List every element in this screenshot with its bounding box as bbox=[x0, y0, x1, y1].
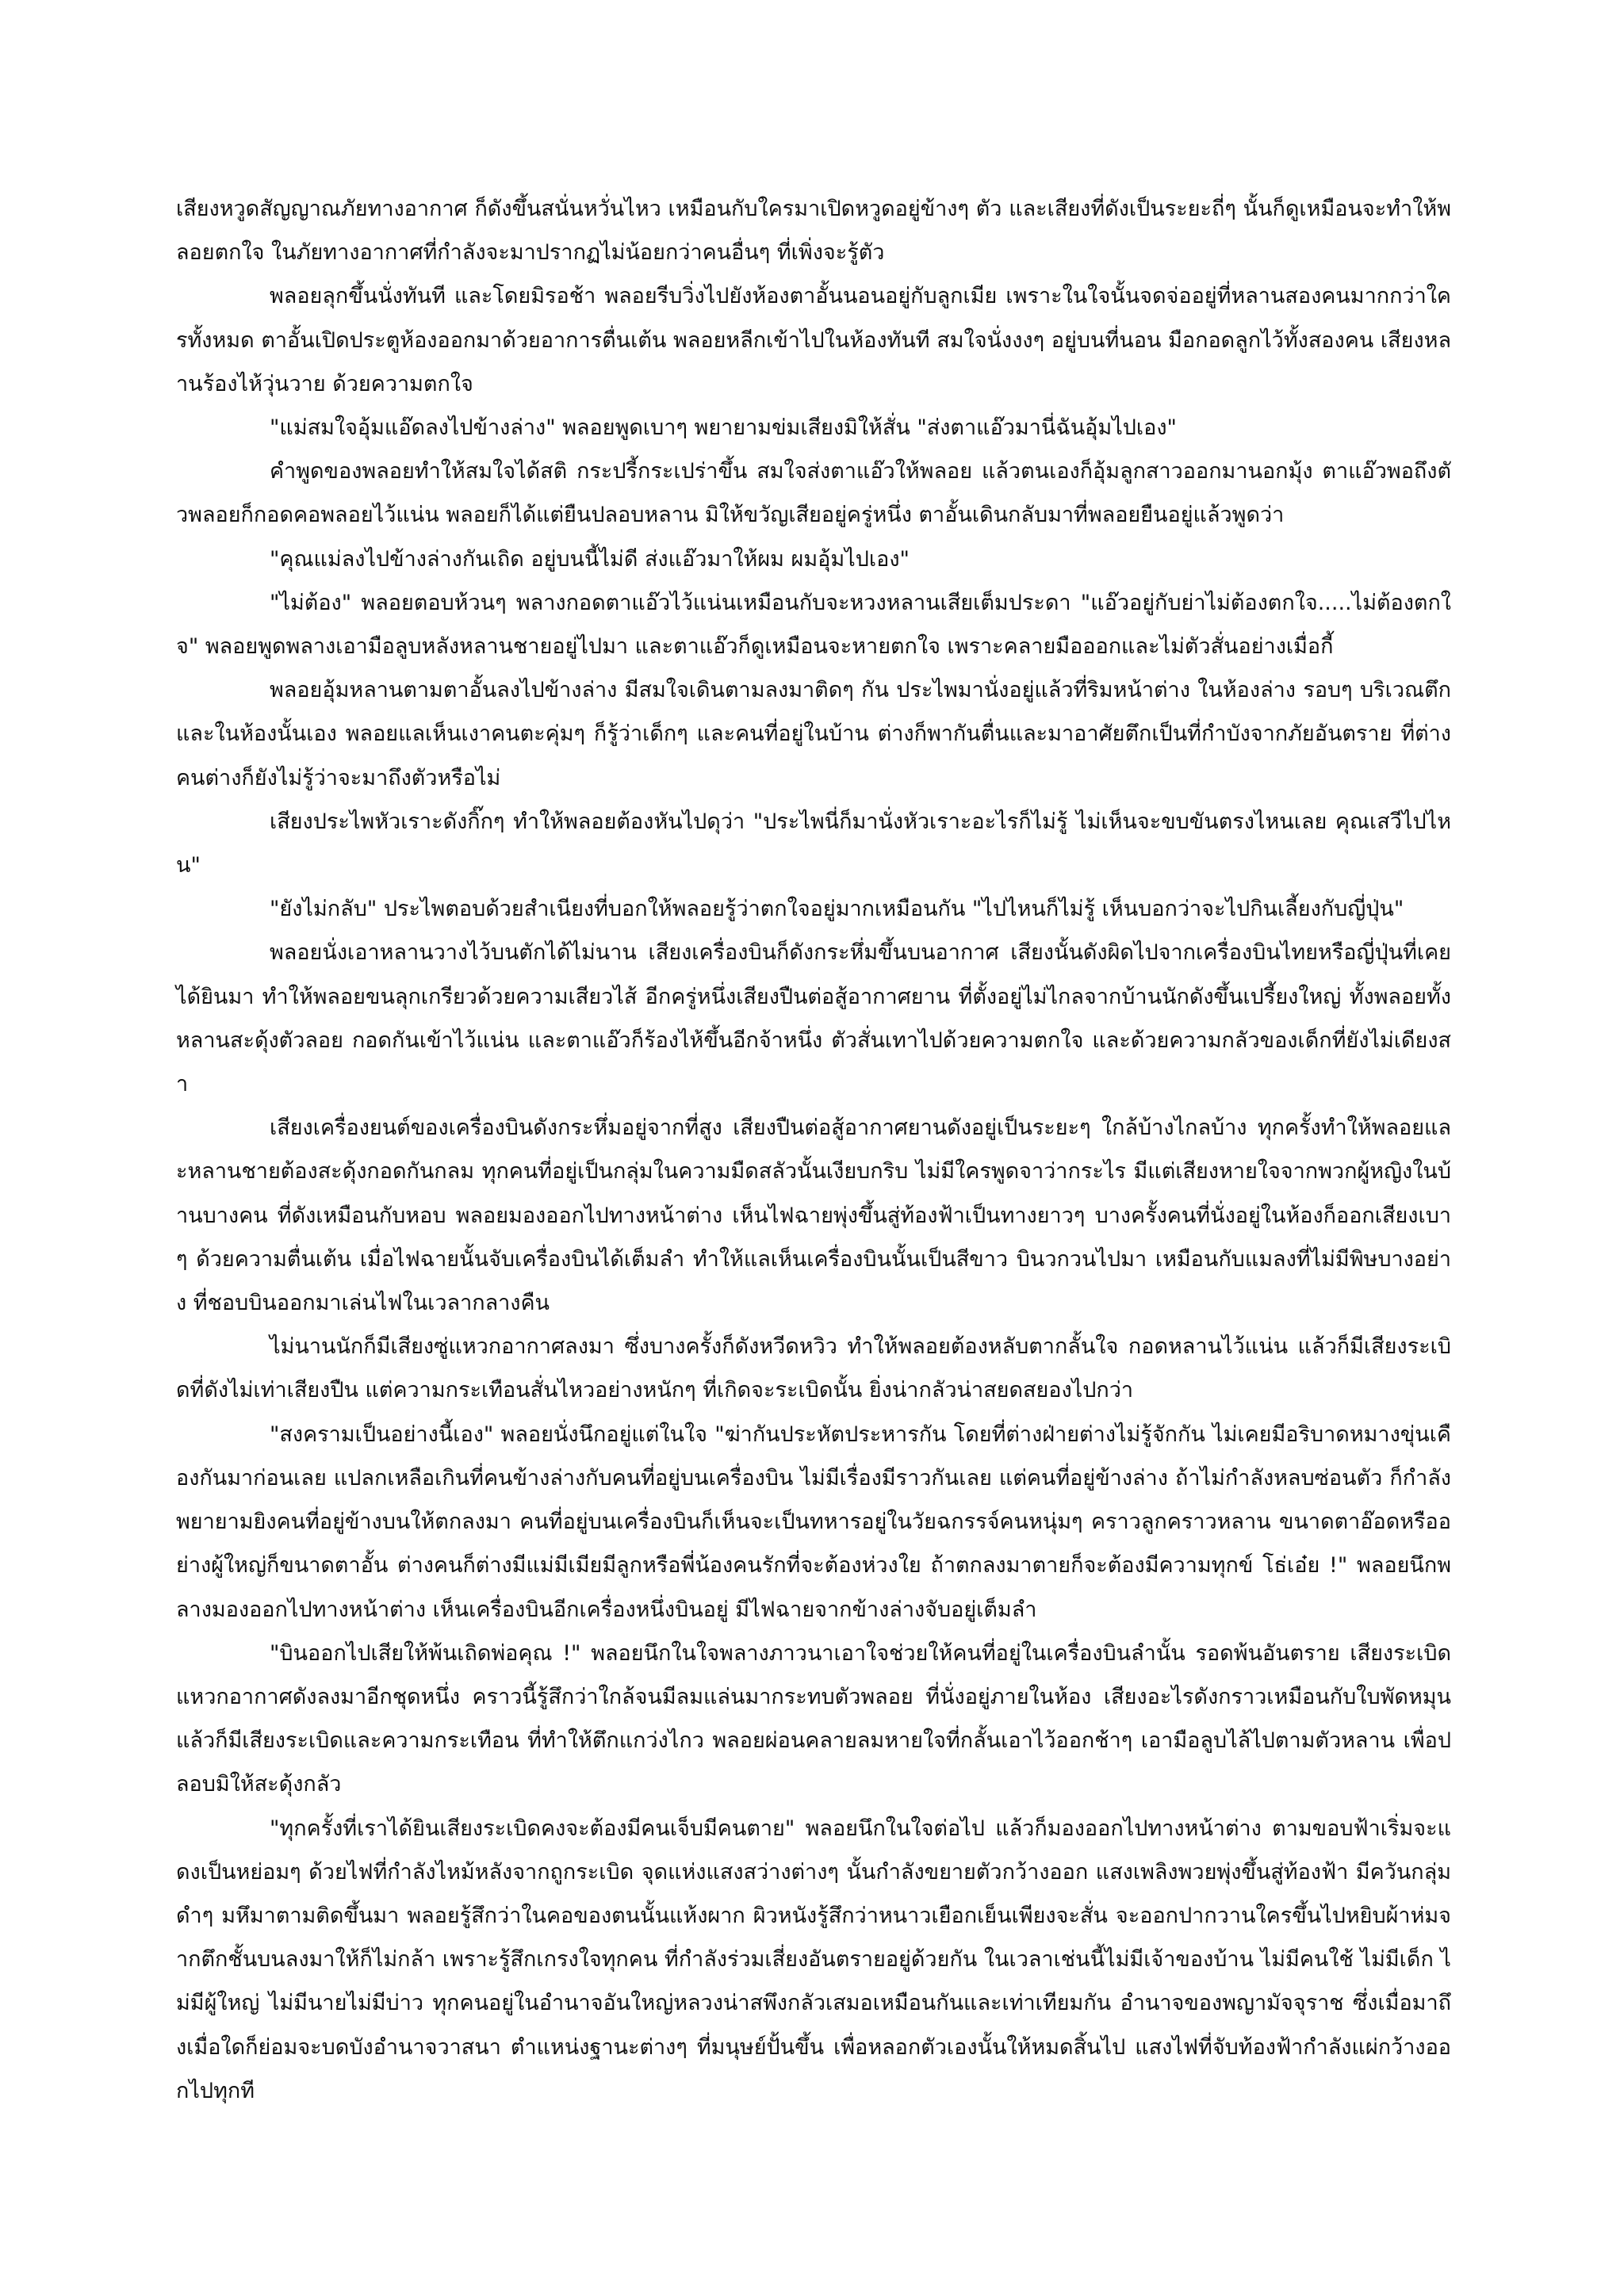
paragraph: พลอยลุกขึ้นนั่งทันที และโดยมิรอช้า พลอยรีบวิ่งไปยังห้องตาอั้นนอนอยู่กับลูกเมีย เพราะในใจนั้นจดจ่ออยู่ที่หลานสองคนมากกว่าใครทั้งหมด ตาอั้นเปิดประตูห้องออกมาด้วยอาการตื่นเต้น พลอยหลีกเข้าไปในห้องทันที สมใจนั่งงงๆ อยู่บนที่นอน มือกอดลูกไว้ทั้งสองคน เสียงหลานร้องไห้วุ่นวาย ด้วยความตกใจ bbox=[176, 284, 1451, 396]
paragraph: "ยังไม่กลับ" ประไพตอบด้วยสำเนียงที่บอกให้พลอยรู้ว่าตกใจอยู่มากเหมือนกัน "ไปไหนก็ไม่รู้ เห็นบอกว่าจะไปกินเลี้ยงกับญี่ปุ่น" bbox=[270, 897, 1404, 922]
paragraph: พลอยนั่งเอาหลานวางไว้บนตักได้ไม่นาน เสียงเครื่องบินก็ดังกระหึ่มขึ้นบนอากาศ เสียงนั้นดังผิดไปจากเครื่องบินไทยหรือญี่ปุ่นที่เคยได้ยินมา ทำให้พลอยขนลุกเกรียวด้วยความเสียวไส้ อีกครู่หนึ่งเสียงปืนต่อสู้อากาศยาน ที่ตั้งอยู่ไม่ไกลจากบ้านนักดังขึ้นเปรี้ยงใหญ่ ทั้งพลอยทั้งหลานสะดุ้งตัวลอย กอดกันเข้าไว้แน่น และตาแอ๊วก็ร้องไห้ขึ้นอีกจ้าหนึ่ง ตัวสั่นเทาไปด้วยความตกใจ และด้วยความกลัวของเด็กที่ยังไม่เดียงสา bbox=[176, 940, 1451, 1097]
paragraph: เสียงประไพหัวเราะดังกิ๊กๆ ทำให้พลอยต้องหันไปดุว่า "ประไพนี่ก็มานั่งหัวเราะอะไรก็ไม่รู้ ไม่เห็นจะขบขันตรงไหนเลย คุณเสวีไปไหน" bbox=[176, 809, 1451, 878]
document-body bbox=[176, 187, 1451, 2113]
paragraph: "ไม่ต้อง" พลอยตอบห้วนๆ พลางกอดตาแอ๊วไว้แน่นเหมือนกับจะหวงหลานเสียเต็มประดา "แอ๊วอยู่กับย่าไม่ต้องตกใจ.....ไม่ต้องตกใจ" พลอยพูดพลางเอามือลูบหลังหลานชายอยู่ไปมา และตาแอ๊วก็ดูเหมือนจะหายตกใจ เพราะคลายมือออกและไม่ตัวสั่นอย่างเมื่อกี้ bbox=[176, 590, 1451, 660]
paragraph: "สงครามเป็นอย่างนี้เอง" พลอยนั่งนึกอยู่แต่ในใจ "ฆ่ากันประหัตประหารกัน โดยที่ต่างฝ่ายต่างไม่รู้จักกัน ไม่เคยมีอริบาดหมางขุ่นเคืองกันมาก่อนเลย แปลกเหลือเกินที่คนข้างล่างกับคนที่อยู่บนเครื่องบิน ไม่มีเรื่องมีราวกันเลย แต่คนที่อยู่ข้างล่าง ถ้าไม่กำลังหลบซ่อนตัว ก็กำลังพยายามยิงคนที่อยู่ข้างบนให้ตกลงมา คนที่อยู่บนเครื่องบินก็เห็นจะเป็นทหารอยู่ในวัยฉกรรจ์คนหนุ่มๆ คราวลูกคราวหลาน ขนาดตาอ๊อดหรืออย่างผู้ใหญ่ก็ขนาดตาอั้น ต่างคนก็ต่างมีแม่มีเมียมีลูกหรือพี่น้องคนรักที่จะต้องห่วงใย ถ้าตกลงมาตายก็จะต้องมีความทุกข์ โธ่เอ๋ย !" พลอยนึกพลางมองออกไปทางหน้าต่าง เห็นเครื่องบินอีกเครื่องหนึ่งบินอยู่ มีไฟฉายจากข้างล่างจับอยู่เต็มลำ bbox=[176, 1422, 1451, 1622]
paragraph: "ทุกครั้งที่เราได้ยินเสียงระเบิดคงจะต้องมีคนเจ็บมีคนตาย" พลอยนึกในใจต่อไป แล้วก็มองออกไปทางหน้าต่าง ตามขอบฟ้าเริ่มจะแดงเป็นหย่อมๆ ด้วยไฟที่กำลังไหม้หลังจากถูกระเบิด จุดแห่งแสงสว่างต่างๆ นั้นกำลังขยายตัวกว้างออก แสงเพลิงพวยพุ่งขึ้นสู่ท้องฟ้า มีควันกลุ่มดำๆ มหึมาตามติดขึ้นมา พลอยรู้สึกว่าในคอของตนนั้นแห้งผาก ผิวหนังรู้สึกว่าหนาวเยือกเย็นเพียงจะสั่น จะออกปากวานใครขึ้นไปหยิบผ้าห่มจากตึกชั้นบนลงมาให้ก็ไม่กล้า เพราะรู้สึกเกรงใจทุกคน ที่กำลังร่วมเสี่ยงอันตรายอยู่ด้วยกัน ในเวลาเช่นนี้ไม่มีเจ้าของบ้าน ไม่มีคนใช้ ไม่มีเด็ก ไม่มีผู้ใหญ่ ไม่มีนายไม่มีบ่าว ทุกคนอยู่ในอำนาจอันใหญ่หลวงน่าสพึงกลัวเสมอเหมือนกันและเท่าเทียมกัน อำนาจของพญามัจจุราช ซึ่งเมื่อมาถึงเมื่อใดก็ย่อมจะบดบังอำนาจวาสนา ตำแหน่งฐานะต่างๆ ที่มนุษย์ปั้นขึ้น เพื่อหลอกตัวเองนั้นให้หมดสิ้นไป แสงไฟที่จับท้องฟ้ากำลังแผ่กว้างออกไปทุกที bbox=[176, 1816, 1451, 2103]
paragraph: "บินออกไปเสียให้พ้นเถิดพ่อคุณ !" พลอยนึกในใจพลางภาวนาเอาใจช่วยให้คนที่อยู่ในเครื่องบินลำนั้น รอดพ้นอันตราย เสียงระเบิดแหวกอากาศดังลงมาอีกชุดหนึ่ง คราวนี้รู้สึกว่าใกล้จนมีลมแล่นมากระทบตัวพลอย ที่นั่งอยู่ภายในห้อง เสียงอะไรดังกราวเหมือนกับใบพัดหมุน แล้วก็มีเสียงระเบิดและความกระเทือน ที่ทำให้ตึกแกว่งไกว พลอยผ่อนคลายลมหายใจที่กลั้นเอาไว้ออกช้าๆ เอามือลูบไล้ไปตามตัวหลาน เพื่อปลอบมิให้สะดุ้งกลัว bbox=[176, 1640, 1451, 1797]
paragraph: พลอยอุ้มหลานตามตาอั้นลงไปข้างล่าง มีสมใจเดินตามลงมาติดๆ กัน ประไพมานั่งอยู่แล้วที่ริมหน้าต่าง ในห้องล่าง รอบๆ บริเวณตึกและในห้องนั้นเอง พลอยแลเห็นเงาคนตะคุ่มๆ ก็รู้ว่าเด็กๆ และคนที่อยู่ในบ้าน ต่างก็พากันตื่นและมาอาศัยตึกเป็นที่กำบังจากภัยอันตราย ที่ต่างคนต่างก็ยังไม่รู้ว่าจะมาถึงตัวหรือไม่ bbox=[176, 678, 1451, 790]
paragraph: "คุณแม่ลงไปข้างล่างกันเถิด อยู่บนนี้ไม่ดี ส่งแอ๊วมาให้ผม ผมอุ้มไปเอง" bbox=[270, 546, 910, 572]
paragraph: เสียงหวูดสัญญาณภัยทางอากาศ ก็ดังขึ้นสนั่นหวั่นไหว เหมือนกับใครมาเปิดหวูดอยู่ข้างๆ ตัว และเสียงที่ดังเป็นระยะถี่ๆ นั้นก็ดูเหมือนจะทำให้พลอยตกใจ ในภัยทางอากาศที่กำลังจะมาปรากฏไม่น้อยกว่าคนอื่นๆ ที่เพิ่งจะรู้ตัว bbox=[176, 197, 1451, 266]
paragraph: คำพูดของพลอยทำให้สมใจได้สติ กระปรี้กระเปร่าขึ้น สมใจส่งตาแอ๊วให้พลอย แล้วตนเองก็อุ้มลูกสาวออกมานอกมุ้ง ตาแอ๊วพอถึงตัวพลอยก็กอดคอพลอยไว้แน่น พลอยก็ได้แต่ยืนปลอบหลาน มิให้ขวัญเสียอยู่ครู่หนึ่ง ตาอั้นเดินกลับมาที่พลอยยืนอยู่แล้วพูดว่า bbox=[176, 459, 1451, 528]
paragraph: เสียงเครื่องยนต์ของเครื่องบินดังกระหึ่มอยู่จากที่สูง เสียงปืนต่อสู้อากาศยานดังอยู่เป็นระยะๆ ใกล้บ้างไกลบ้าง ทุกครั้งทำให้พลอยและหลานชายต้องสะดุ้งกอดกันกลม ทุกคนที่อยู่เป็นกลุ่มในความมืดสลัวนั้นเงียบกริบ ไม่มีใครพูดจาว่ากระไร มีแต่เสียงหายใจจากพวกผู้หญิงในบ้านบางคน ที่ดังเหมือนกับหอบ พลอยมองออกไปทางหน้าต่าง เห็นไฟฉายพุ่งขึ้นสู่ท้องฟ้าเป็นทางยาวๆ บางครั้งคนที่นั่งอยู่ในห้องก็ออกเสียงเบาๆ ด้วยความตื่นเต้น เมื่อไฟฉายนั้นจับเครื่องบินได้เต็มลำ ทำให้แลเห็นเครื่องบินนั้นเป็นสีขาว บินวกวนไปมา เหมือนกับแมลงที่ไม่มีพิษบางอย่าง ที่ชอบบินออกมาเล่นไฟในเวลากลางคืน bbox=[176, 1115, 1451, 1316]
paragraph: ไม่นานนักก็มีเสียงซู่แหวกอากาศลงมา ซึ่งบางครั้งก็ดังหวีดหวิว ทำให้พลอยต้องหลับตากลั้นใจ กอดหลานไว้แน่น แล้วก็มีเสียงระเบิดที่ดังไม่เท่าเสียงปืน แต่ความกระเทือนสั่นไหวอย่างหนักๆ ที่เกิดจะระเบิดนั้น ยิ่งน่ากลัวน่าสยดสยองไปกว่า bbox=[176, 1334, 1451, 1403]
paragraph: "แม่สมใจอุ้มแอ๊ดลงไปข้างล่าง" พลอยพูดเบาๆ พยายามข่มเสียงมิให้สั่น "ส่งตาแอ๊วมานี่ฉันอุ้มไปเอง" bbox=[270, 415, 1177, 441]
